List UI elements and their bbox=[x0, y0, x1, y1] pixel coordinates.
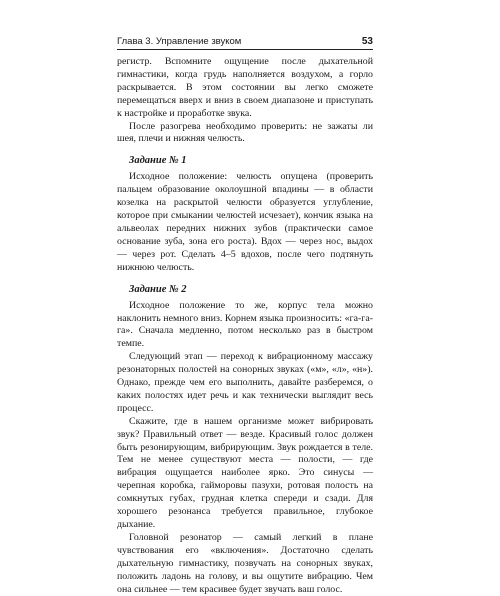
header-rule bbox=[117, 49, 373, 50]
paragraph-7: Головной резонатор — самый легкий в плане чувствования его «включения». Достаточно сделать дыхательную гимнастику, позвучать на сонорных звуках, положить ладонь на голову, и вы ощутите вибрацию. Чем она сильнее — тем красивее будет звучать ваш голос. bbox=[117, 531, 373, 595]
paragraph-4: Исходное положение то же, корпус тела можно наклонить немного вниз. Корнем языка произносить: «га-га-га». Сначала медленно, потом несколько раз в быстром темпе. bbox=[117, 299, 373, 350]
paragraph-2: После разогрева необходимо проверить: не зажаты ли шея, плечи и нижняя челюсть. bbox=[117, 120, 373, 145]
body-text bbox=[117, 56, 373, 596]
task-2-heading: Задание № 2 bbox=[129, 283, 187, 295]
running-header bbox=[117, 36, 373, 50]
paragraph-3: Исходное положение: челюсть опущена (проверить пальцем образование околоушной впадины — в области козелка на раскрытой челюсти образуется углубление, которое при смыкании челюстей исчезает), кончик языка на альвеолах передних нижних зубов (практически самое основание зуба, зона его роста). Вдох — через нос, выдох — через рот. Сделать 4–5 вдохов, после чего подтянуть нижнюю челюсть. bbox=[117, 171, 373, 273]
task-1-heading: Задание № 1 bbox=[129, 155, 187, 167]
chapter-title: Глава 3. Управление звуком bbox=[117, 36, 242, 47]
paragraph-1: регистр. Вспомните ощущение после дыхательной гимнастики, когда грудь наполняется воздухом, а горло раскрывается. В этом состоянии вы легко сможете перемещаться вверх и вниз в своем диапазоне и приступать к настройке и проработке звука. bbox=[117, 56, 373, 119]
paragraph-5: Следующий этап — переход к вибрационному массажу резонаторных полостей на сонорных звуках («м», «л», «н»). Однако, прежде чем его выполнить, давайте разберемся, о каких полостях идет речь и как технически выглядит весь процесс. bbox=[117, 351, 373, 414]
page-number: 53 bbox=[361, 36, 373, 47]
paragraph-6: Скажите, где в нашем организме может вибрировать звук? Правильный ответ — везде. Красивый голос должен быть резонирующим, вибрирующим. Звук рождается в теле. Тем не менее существуют места — полости, — где вибрация ощущается наиболее ярко. Это синусы — черепная коробка, гайморовы пазухи, ротовая полость на сомкнутых губах, грудная клетка спереди и сзади. Для хорошего резонанса требуется правильное, глубокое дыхание. bbox=[117, 415, 373, 530]
